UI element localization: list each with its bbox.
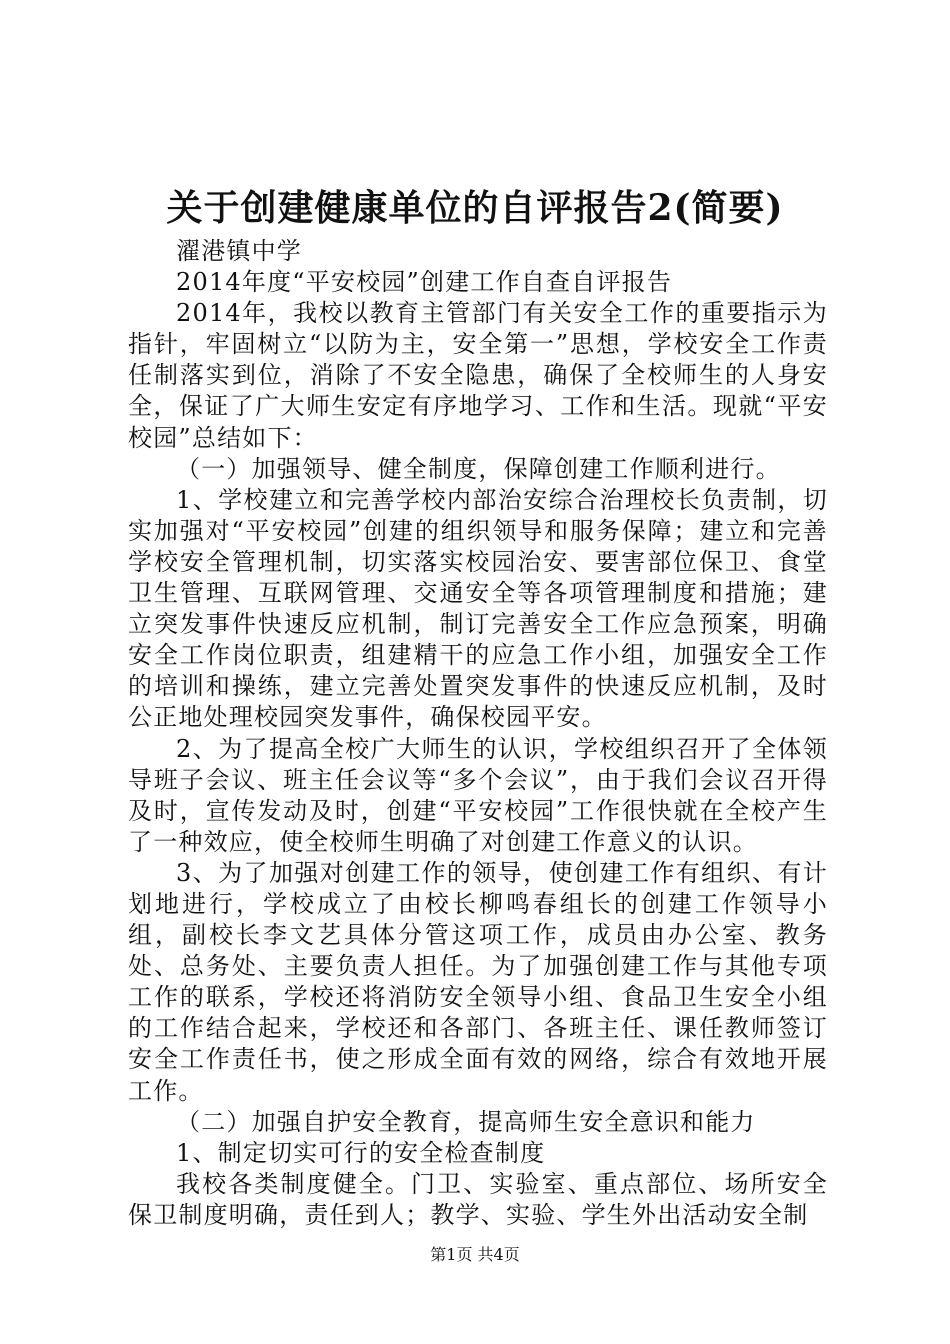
paragraph-item-1: 1、学校建立和完善学校内部治安综合治理校长负责制，切实加强对“平安校园”创建的组织领导和服务保障；建立和完善学校安全管理机制，切实落实校园治安、要害部位保卫、食堂卫生管理、互联网管理、交通安全等各项管理制度和措施；建立突发事件快速反应机制，制订完善安全工作应急预案，明确安全工作岗位职责，组建精干的应急工作小组，加强安全工作的培训和操练，建立完善处置突发事件的快速反应机制，及时公正地处理校园突发事件，确保校园平安。: [128, 485, 828, 732]
document-body: [128, 236, 828, 1231]
page-footer: 第1页 共4页: [430, 1245, 520, 1264]
document-title: 关于创建健康单位的自评报告2(简要): [166, 187, 784, 229]
section-heading-1: （一）加强领导、健全制度，保障创建工作顺利进行。: [176, 454, 781, 483]
paragraph-item-2: 2、为了提高全校广大师生的认识，学校组织召开了全体领导班子会议、班主任会议等“多个会议”，由于我们会议召开得及时，宣传发动及时，创建“平安校园”工作很快就在全校产生了一种效应，使全校师生明确了对创建工作意义的认识。: [128, 734, 828, 856]
paragraph-safety-rules: 我校各类制度健全。门卫、实验室、重点部位、场所安全保卫制度明确，责任到人；教学、实验、学生外出活动安全制: [128, 1169, 828, 1229]
subsection-heading-1: 1、制定切实可行的安全检查制度: [176, 1138, 546, 1167]
paragraph-intro: 2014年，我校以教育主管部门有关安全工作的重要指示为指针，牢固树立“以防为主，安全第一”思想，学校安全工作责任制落实到位，消除了不安全隐患，确保了全校师生的人身安全，保证了广大师生安定有序地学习、工作和生活。现就“平安校园”总结如下：: [128, 299, 828, 452]
paragraph-school-name: 濯港镇中学: [176, 237, 302, 265]
section-heading-2: （二）加强自护安全教育，提高师生安全意识和能力: [176, 1107, 756, 1136]
paragraph-item-3: 3、为了加强对创建工作的领导，使创建工作有组织、有计划地进行，学校成立了由校长柳鸣春组长的创建工作领导小组，副校长李文艺具体分管这项工作，成员由办公室、教务处、总务处、主要负责人担任。为了加强创建工作与其他专项工作的联系，学校还将消防安全领导小组、食品卫生安全小组的工作结合起来，学校还和各部门、各班主任、课任教师签订安全工作责任书，使之形成全面有效的网络，综合有效地开展工作。: [128, 858, 828, 1105]
paragraph-report-title: 2014年度“平安校园”创建工作自查自评报告: [176, 268, 673, 297]
